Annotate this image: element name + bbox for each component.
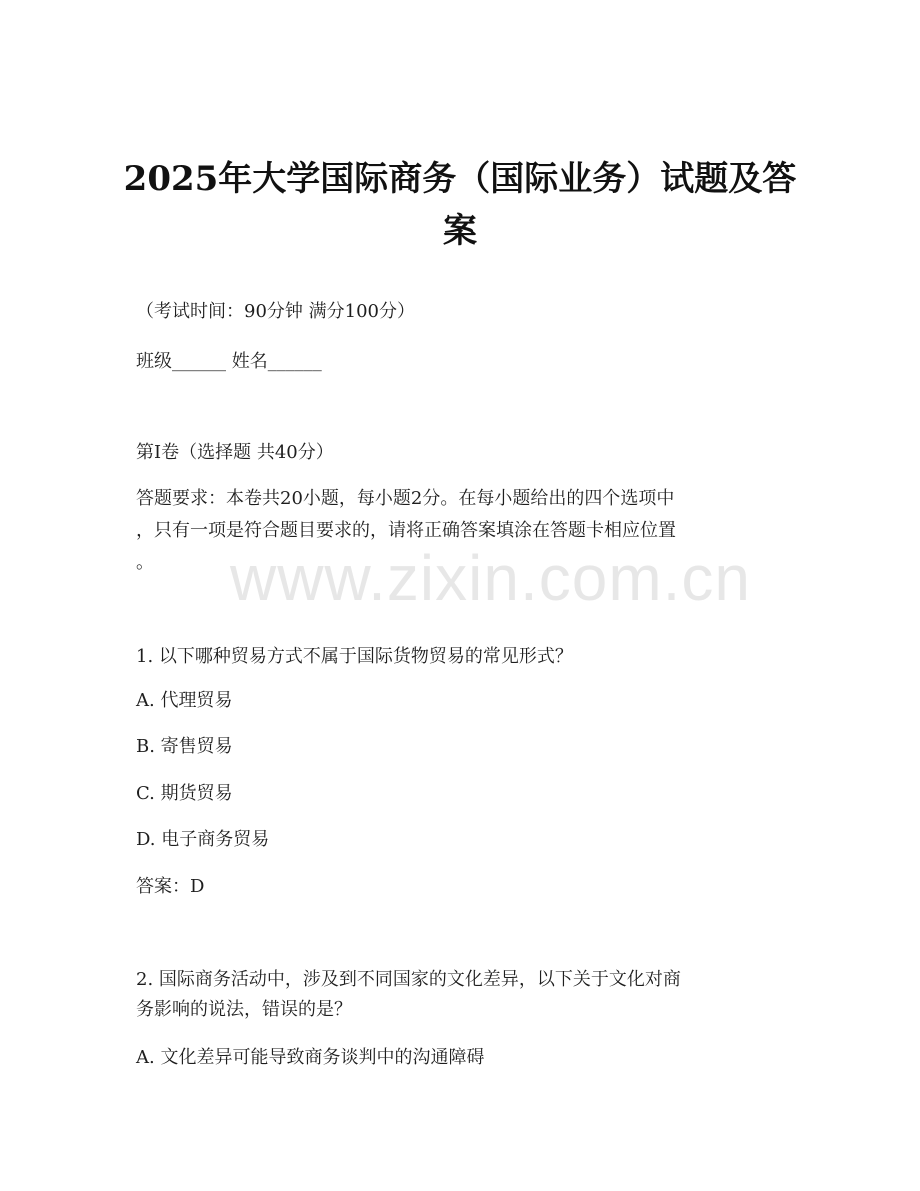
question-stem: 2. 国际商务活动中，涉及到不同国家的文化差异，以下关于文化对商 — [136, 969, 681, 990]
option-c: C. 期货贸易 — [136, 783, 233, 804]
instructions-line: 。 — [136, 552, 154, 573]
question-stem: 1. 以下哪种贸易方式不属于国际货物贸易的常见形式？ — [136, 646, 573, 667]
option-a: A. 代理贸易 — [136, 690, 233, 711]
class-name-line: 班级______ 姓名______ — [136, 351, 322, 372]
instructions-line: 答题要求：本卷共20小题，每小题2分。在每小题给出的四个选项中 — [136, 488, 675, 509]
document-title: 2025年大学国际商务（国际业务）试题及答 — [123, 159, 797, 199]
watermark: www.zixin.com.cn — [230, 542, 751, 614]
document-title-continued: 案 — [443, 211, 477, 251]
option-a: A. 文化差异可能导致商务谈判中的沟通障碍 — [136, 1047, 485, 1068]
answer-line: 答案：D — [136, 876, 205, 897]
instructions-line: ，只有一项是符合题目要求的，请将正确答案填涂在答题卡相应位置 — [136, 520, 676, 541]
option-d: D. 电子商务贸易 — [136, 829, 270, 850]
exam-info: （考试时间：90分钟 满分100分） — [136, 301, 415, 322]
question-stem-continued: 务影响的说法，错误的是？ — [136, 999, 352, 1020]
section-heading: 第Ⅰ卷（选择题 共40分） — [136, 442, 334, 463]
option-b: B. 寄售贸易 — [136, 736, 233, 757]
